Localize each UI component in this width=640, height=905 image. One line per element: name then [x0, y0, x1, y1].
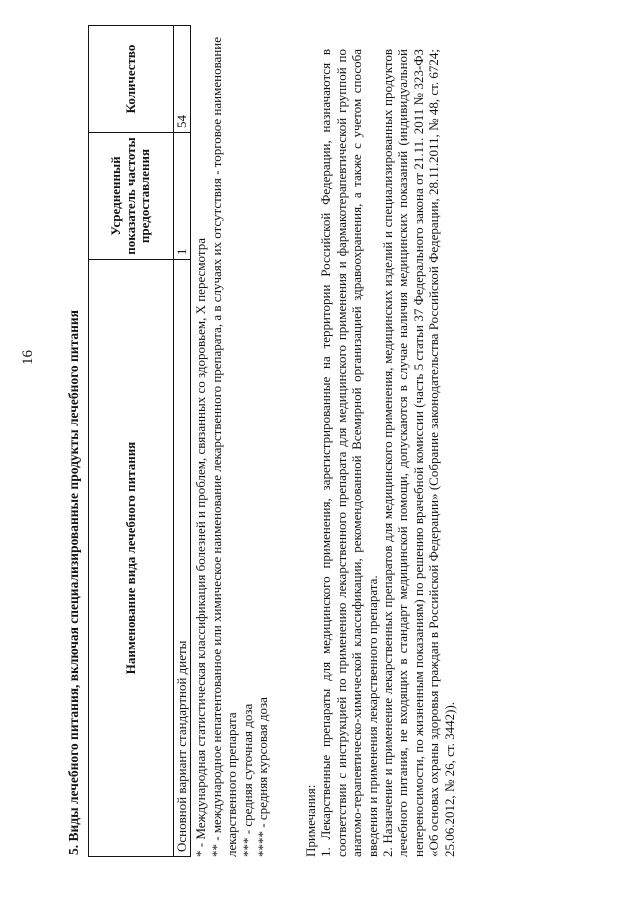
header-quantity: Количество	[89, 26, 174, 133]
cell-diet-name: Основной вариант стандартной диеты	[174, 260, 191, 857]
header-frequency: Усредненный показатель частоты предоставления	[89, 133, 174, 260]
cell-frequency: 1	[174, 133, 191, 260]
table-header-row	[89, 26, 174, 857]
footnote-course-dose: **** - средняя курсовая доза	[255, 697, 270, 857]
notes	[303, 49, 457, 857]
cell-quantity: 54	[174, 26, 191, 133]
footnote-daily-dose: *** - средняя суточная доза	[239, 703, 255, 857]
diet-table	[88, 25, 191, 857]
table-row	[174, 26, 191, 857]
note-item-1: 1. Лекарственные препараты для медицинского применения, зарегистрированные на территории Российской Федерации, назначаются в соответствии с инструкцией по применению лекарственного препарата для медицинского применения и фармакотерапевтической группой по анатомо-терапевтическо-химической классификации, рекомендованной Всемирной организацией здравоохранения, а также с учетом способа введения и применения лекарственного препарата.	[318, 49, 380, 857]
notes-title: Примечания:	[303, 784, 318, 857]
footnote-inn: ** - международное непатентованное или химическое наименование лекарственного препарата, а в случаях их отсутствия - торговое наименование лекарственного препарата	[208, 36, 239, 857]
footnote-icd: * - Международная статистическая классификация болезней и проблем, связанных со здоровьем, X пересмотра	[193, 238, 208, 857]
header-name: Наименование вида лечебного питания	[89, 260, 174, 857]
note-item-2: 2. Назначение и применение лекарственных препаратов для медицинского применения, медицинских изделий и специализированных продуктов лечебного питания, не входящих в стандарт медицинской помощи, допускаются в случае наличия медицинских показаний (индивидуальной непереносимости, по жизненным показаниям) по решению врачебной комиссии (часть 5 статьи 37 Федерального закона от 21.11. 2011 № 323-ФЗ «Об основах охраны здоровья граждан в Российской Федерации» (Собрание законодательства Российской Федерации, 28.11.2011, № 48, ст. 6724; 25.06.2012, № 26, ст. 3442)).	[380, 49, 457, 857]
page-number: 16	[20, 350, 36, 365]
footnotes	[193, 27, 271, 857]
section-title: 5. Виды лечебного питания, включая специализированные продукты лечебного питания	[66, 310, 81, 855]
